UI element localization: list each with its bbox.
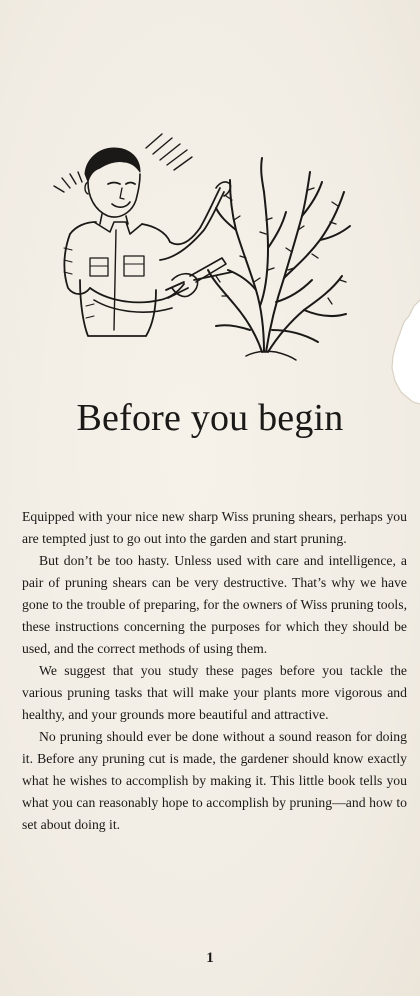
paragraph: No pruning should ever be done without a sound reason for doing it. Before any pruning cut is made, the gardener should know exactly what he wishes to accomplish by making it. This little book tells you what you can reasonably hope to accomplish by pruning—and how to set about doing it. xyxy=(22,729,407,832)
paragraph: We suggest that you study these pages before you tackle the various pruning tasks that will make your plants more vigorous and healthy, and your grounds more beautiful and attractive. xyxy=(22,663,407,722)
page-number: 1 xyxy=(206,950,214,966)
paragraph: But don’t be too hasty. Unless used with care and intelligence, a pair of pruning shears can be very destructive. That’s why we have gone to the trouble of preparing, for the owners of Wiss pruning tools, these instructions concerning the purposes for which they should be used, and the correct methods of using them. xyxy=(22,553,407,656)
page-heading: Before you begin xyxy=(76,397,344,439)
paragraph: Equipped with your nice new sharp Wiss pruning shears, perhaps you are tempted just to go out into the garden and start pruning. xyxy=(22,509,407,546)
body-text xyxy=(22,506,407,836)
man-pruning-shrub-illustration xyxy=(50,130,370,365)
